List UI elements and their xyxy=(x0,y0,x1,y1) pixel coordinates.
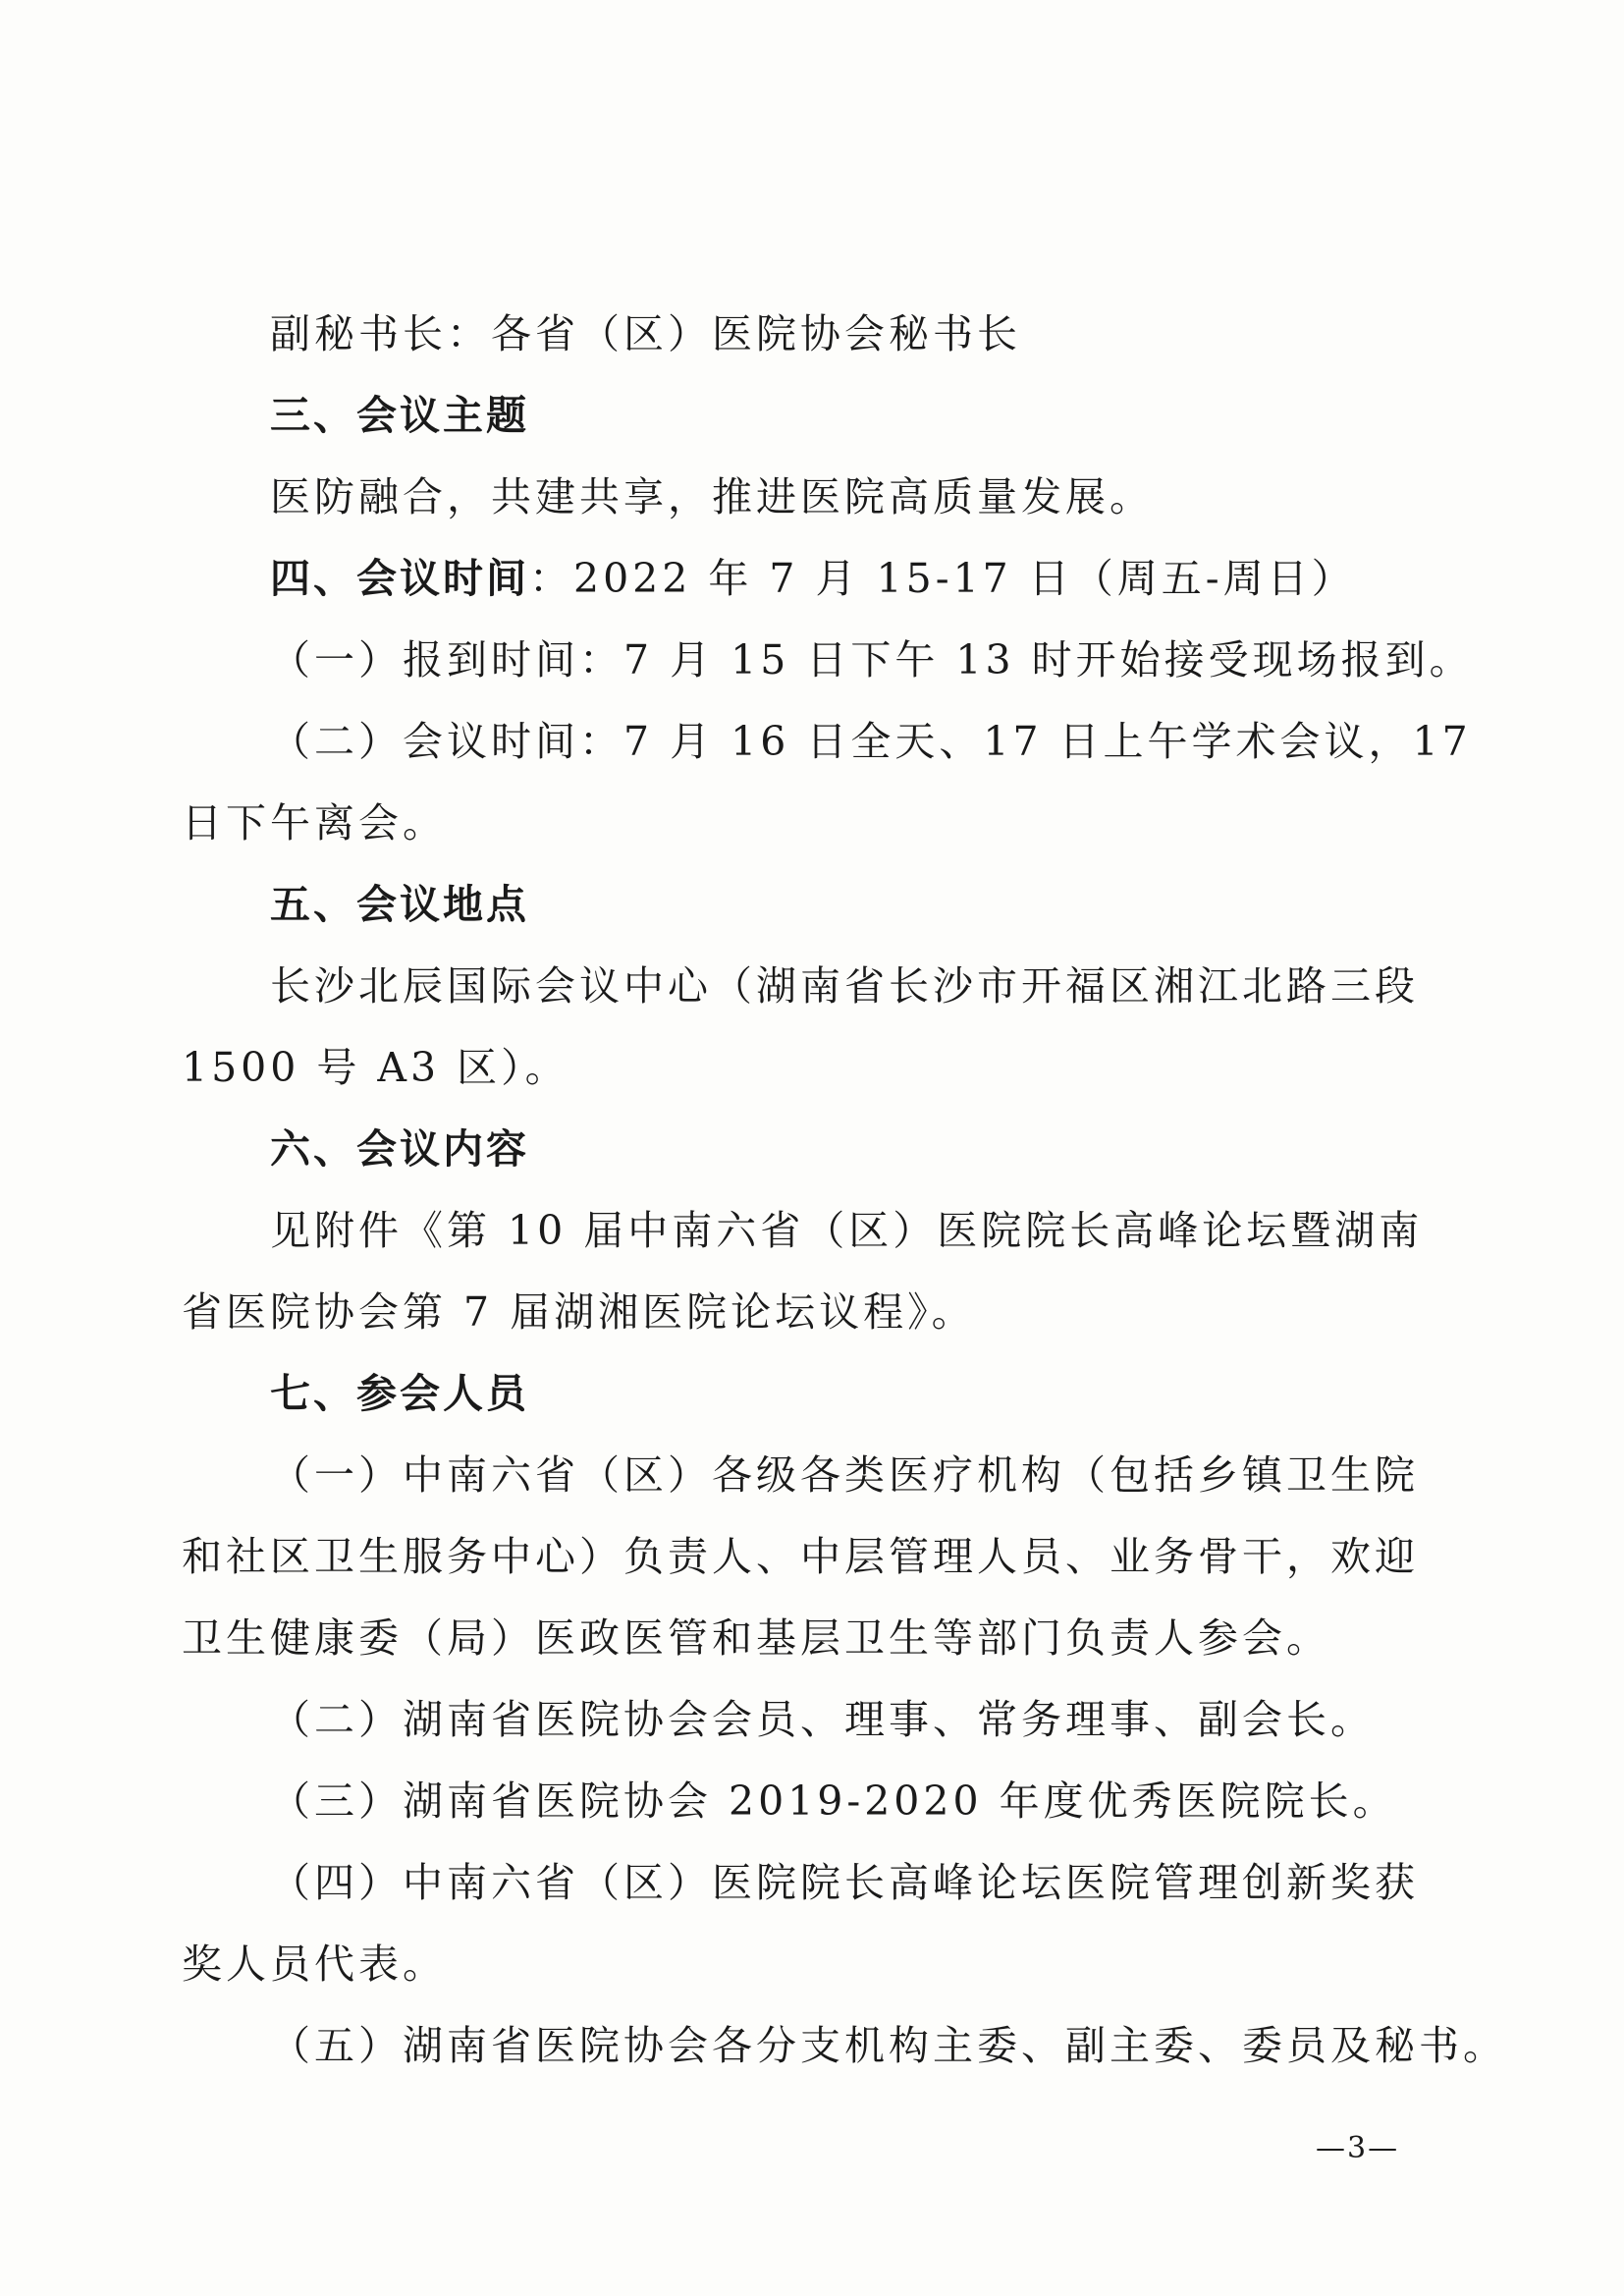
text-line-content: 见附件《第 10 届中南六省（区）医院院长高峰论坛暨湖南 xyxy=(270,1207,1424,1254)
text-line-attendees-1: （一）中南六省（区）各级各类医疗机构（包括乡镇卫生院 xyxy=(270,1451,1419,1499)
section-heading-time xyxy=(270,549,1478,608)
section-heading-attendees: 七、参会人员 xyxy=(270,1370,529,1417)
text-line-attendees-3: （三）湖南省医院协会 2019-2020 年度优秀医院院长。 xyxy=(270,1777,1397,1825)
text-line-attendees-2: （二）湖南省医院协会会员、理事、常务理事、副会长。 xyxy=(270,1696,1375,1743)
section-heading-content: 六、会议内容 xyxy=(270,1125,529,1173)
text-line-meeting-time: （二）会议时间：7 月 16 日全天、17 日上午学术会议，17 xyxy=(270,718,1472,765)
text-line-attendees-1-cont2: 卫生健康委（局）医政医管和基层卫生等部门负责人参会。 xyxy=(182,1614,1330,1662)
section-heading-time-label: 四、会议时间 xyxy=(270,555,529,602)
text-line-attendees-4-cont: 奖人员代表。 xyxy=(182,1941,447,1988)
page-number: —3— xyxy=(1316,2131,1400,2165)
text-line-attendees-5: （五）湖南省医院协会各分支机构主委、副主委、委员及秘书。 xyxy=(270,2022,1507,2069)
text-line-deputy-secretary: 副秘书长：各省（区）医院协会秘书长 xyxy=(270,310,1021,357)
section-heading-time-value: ：2022 年 7 月 15-17 日（周五-周日） xyxy=(529,555,1356,602)
text-line-attendees-4: （四）中南六省（区）医院院长高峰论坛医院管理创新奖获 xyxy=(270,1859,1419,1906)
section-heading-theme: 三、会议主题 xyxy=(270,392,529,439)
text-line-meeting-time-cont: 日下午离会。 xyxy=(182,799,447,847)
text-line-theme: 医防融合，共建共享，推进医院高质量发展。 xyxy=(270,473,1154,520)
text-line-registration-time: （一）报到时间：7 月 15 日下午 13 时开始接受现场报到。 xyxy=(270,636,1474,683)
text-line-venue: 长沙北辰国际会议中心（湖南省长沙市开福区湘江北路三段 xyxy=(270,962,1419,1010)
text-line-venue-cont: 1500 号 A3 区）。 xyxy=(182,1044,569,1091)
text-line-attendees-1-cont: 和社区卫生服务中心）负责人、中层管理人员、业务骨干，欢迎 xyxy=(182,1533,1419,1580)
text-line-content-cont: 省医院协会第 7 届湖湘医院论坛议程》。 xyxy=(182,1288,976,1336)
section-heading-venue: 五、会议地点 xyxy=(270,881,529,928)
